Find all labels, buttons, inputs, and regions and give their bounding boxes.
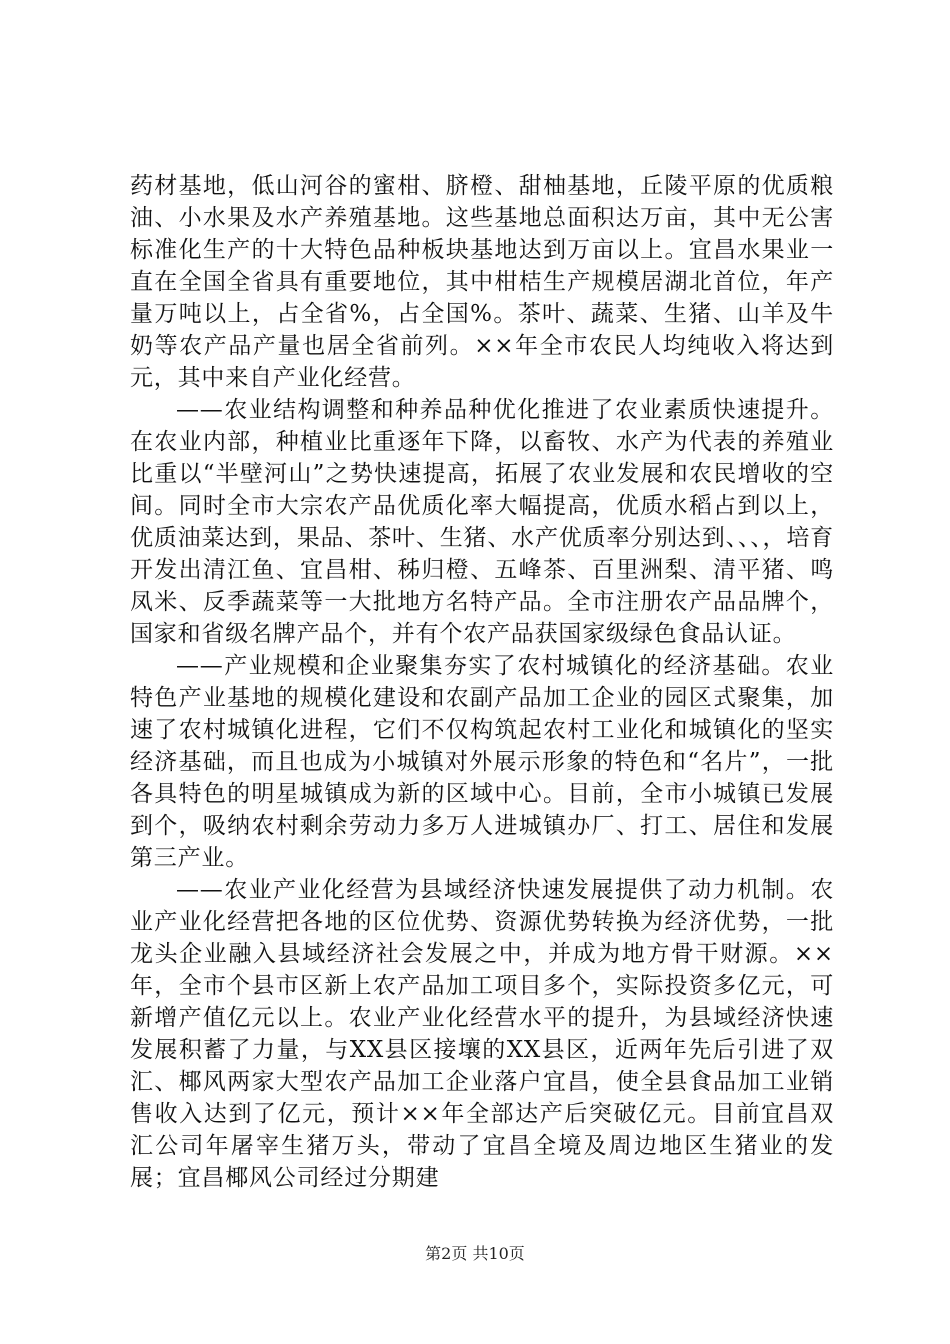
page-footer: 第2页 共10页 [425, 1244, 525, 1263]
paragraph-2: ——农业结构调整和种养品种优化推进了农业素质快速提升。在农业内部，种植业比重逐年下降，以畜牧、水产为代表的养殖业比重以“半壁河山”之势快速提高，拓展了农业发展和农民增收的空间。同时全市大宗农产品优质化率大幅提高，优质水稻占到以上，优质油菜达到，果品、茶叶、生猪、水产优质率分别达到、、、，培育开发出清江鱼、宜昌柑、秭归橙、五峰茶、百里洲梨、清平猪、鸣凤米、反季蔬菜等一大批地方名特产品。全市注册农产品品牌个，国家和省级名牌产品个，并有个农产品获国家级绿色食品认证。 [130, 397, 834, 647]
paragraph-4: ——农业产业化经营为县域经济快速发展提供了动力机制。农业产业化经营把各地的区位优势、资源优势转换为经济优势，一批龙头企业融入县域经济社会发展之中，并成为地方骨干财源。××年，全市个县市区新上农产品加工项目多个，实际投资多亿元，可新增产值亿元以上。农业产业化经营水平的提升，为县域经济快速发展积蓄了力量，与XX县区接壤的XX县区，近两年先后引进了双汇、椰风两家大型农产品加工企业落户宜昌，使全县食品加工业销售收入达到了亿元，预计××年全部达产后突破亿元。目前宜昌双汇公司年屠宰生猪万头，带动了宜昌全境及周边地区生猪业的发展；宜昌椰风公司经过分期建 [130, 877, 834, 1191]
paragraph-3: ——产业规模和企业聚集夯实了农村城镇化的经济基础。农业特色产业基地的规模化建设和农副产品加工企业的园区式聚集，加速了农村城镇化进程，它们不仅构筑起农村工业化和城镇化的坚实经济基础，而且也成为小城镇对外展示形象的特色和“名片”，一批各具特色的明星城镇成为新的区域中心。目前，全市小城镇已发展到个，吸纳农村剩余劳动力多万人进城镇办厂、打工、居住和发展第三产业。 [130, 653, 834, 871]
body-text [130, 170, 834, 1194]
paragraph-1: 药材基地，低山河谷的蜜柑、脐橙、甜柚基地，丘陵平原的优质粮油、小水果及水产养殖基地。这些基地总面积达万亩，其中无公害标准化生产的十大特色品种板块基地达到万亩以上。宜昌水果业一直在全国全省具有重要地位，其中柑桔生产规模居湖北首位，年产量万吨以上，占全省%，占全国%。茶叶、蔬菜、生猪、山羊及牛奶等农产品产量也居全省前列。××年全市农民人均纯收入将达到元，其中来自产业化经营。 [130, 173, 834, 391]
